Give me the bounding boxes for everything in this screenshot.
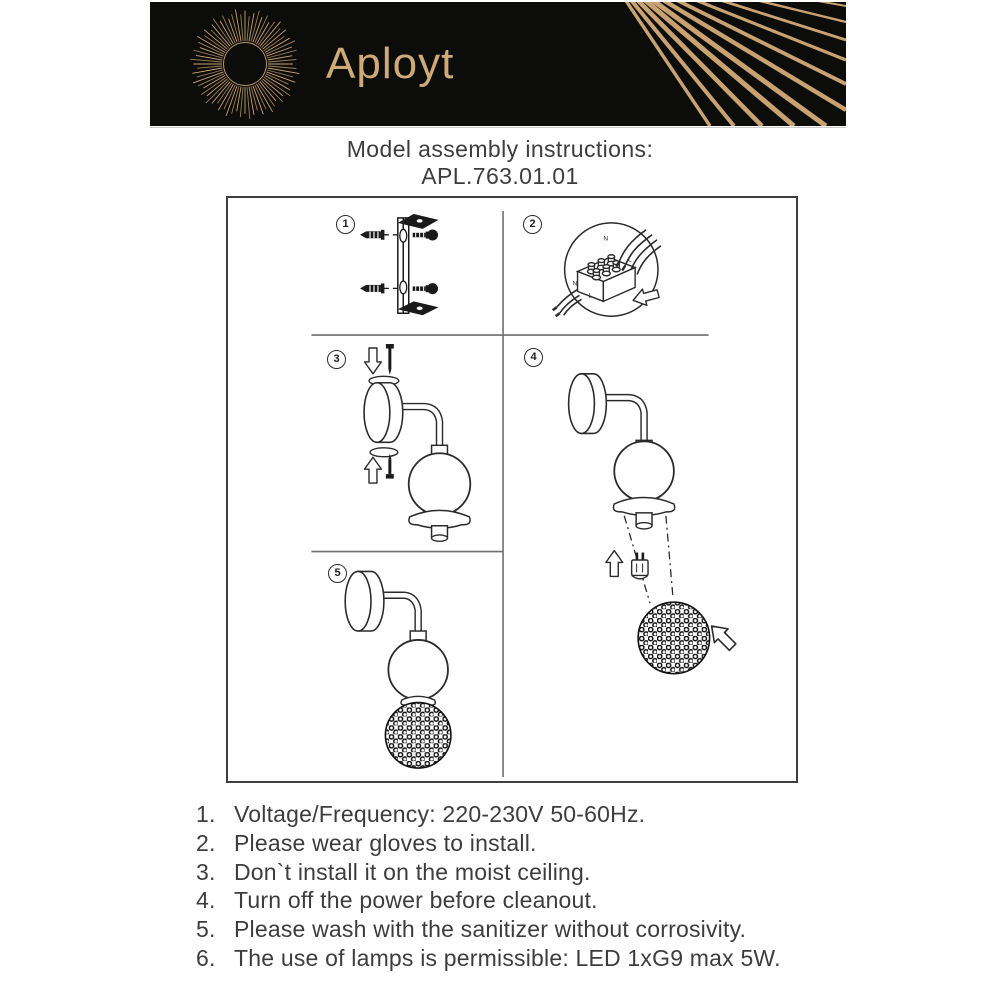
instructions-list	[196, 801, 956, 974]
instruction-item	[196, 887, 956, 916]
item-text: Don`t install it on the moist ceiling.	[234, 858, 591, 885]
arrow-up-icon	[365, 457, 382, 483]
step-3-badge: 3	[327, 350, 346, 369]
step-4-badge: 4	[524, 348, 543, 367]
instruction-item	[196, 801, 956, 830]
item-number: 3.	[196, 858, 216, 885]
socket-stem	[432, 535, 448, 541]
ring-washer	[370, 448, 398, 457]
item-text: Turn off the power before cleanout.	[234, 887, 598, 914]
step2-wiring-diagram	[553, 223, 661, 316]
screw-icon	[413, 230, 438, 241]
item-text: Please wash with the sanitizer without corrosivity.	[234, 916, 747, 943]
svg-text:N: N	[603, 235, 609, 243]
instruction-item	[196, 916, 956, 945]
instruction-item	[196, 830, 956, 859]
svg-text:L: L	[588, 292, 593, 300]
glass-sphere	[388, 640, 448, 700]
step4-bulb-shade-diagram	[569, 374, 740, 674]
glass-sphere	[614, 441, 674, 501]
screw-icon	[386, 454, 394, 479]
item-number: 2.	[196, 829, 216, 856]
item-number: 1.	[196, 801, 216, 827]
svg-text:L: L	[628, 256, 632, 264]
step1-bracket-diagram	[360, 214, 438, 315]
brand-name: Aployt	[326, 39, 455, 88]
item-number: 5.	[196, 916, 216, 943]
step-2-badge: 2	[523, 215, 542, 234]
item-text: Please wear gloves to install.	[234, 829, 537, 856]
item-text: Voltage/Frequency: 220-230V 50-60Hz.	[234, 801, 646, 827]
item-number: 4.	[196, 887, 216, 914]
arrow-up-icon	[606, 551, 623, 577]
screw-icon	[413, 283, 438, 294]
crystal-shade-sphere	[638, 602, 709, 673]
step-1-badge: 1	[336, 215, 355, 234]
brand-banner	[150, 2, 846, 126]
step-5-badge: 5	[328, 564, 347, 583]
crystal-shade-sphere	[385, 703, 451, 769]
page-title: Model assembly instructions:	[346, 136, 654, 162]
wall-anchor-icon	[360, 230, 384, 240]
item-text: The use of lamps is permissible: LED 1xG9 max 5W.	[234, 944, 781, 971]
title-block	[0, 136, 1000, 190]
instruction-item	[196, 945, 956, 974]
svg-text:N: N	[572, 280, 578, 288]
sunburst-logo-icon	[150, 2, 846, 126]
diagram-box	[226, 196, 798, 783]
assembly-diagram	[228, 198, 796, 781]
banner-divider	[150, 127, 846, 128]
step3-mount-diagram	[364, 344, 470, 541]
banner-rays-decoration	[600, 2, 846, 126]
step5-assembled-diagram	[345, 571, 451, 768]
g9-bulb-icon	[632, 553, 648, 579]
model-number: APL.763.01.01	[421, 163, 579, 189]
wall-anchor-icon	[360, 283, 384, 293]
item-number: 6.	[196, 944, 216, 971]
screw-icon	[386, 344, 394, 375]
instruction-item	[196, 859, 956, 888]
glass-sphere	[409, 453, 471, 515]
arrow-down-icon	[365, 348, 382, 374]
